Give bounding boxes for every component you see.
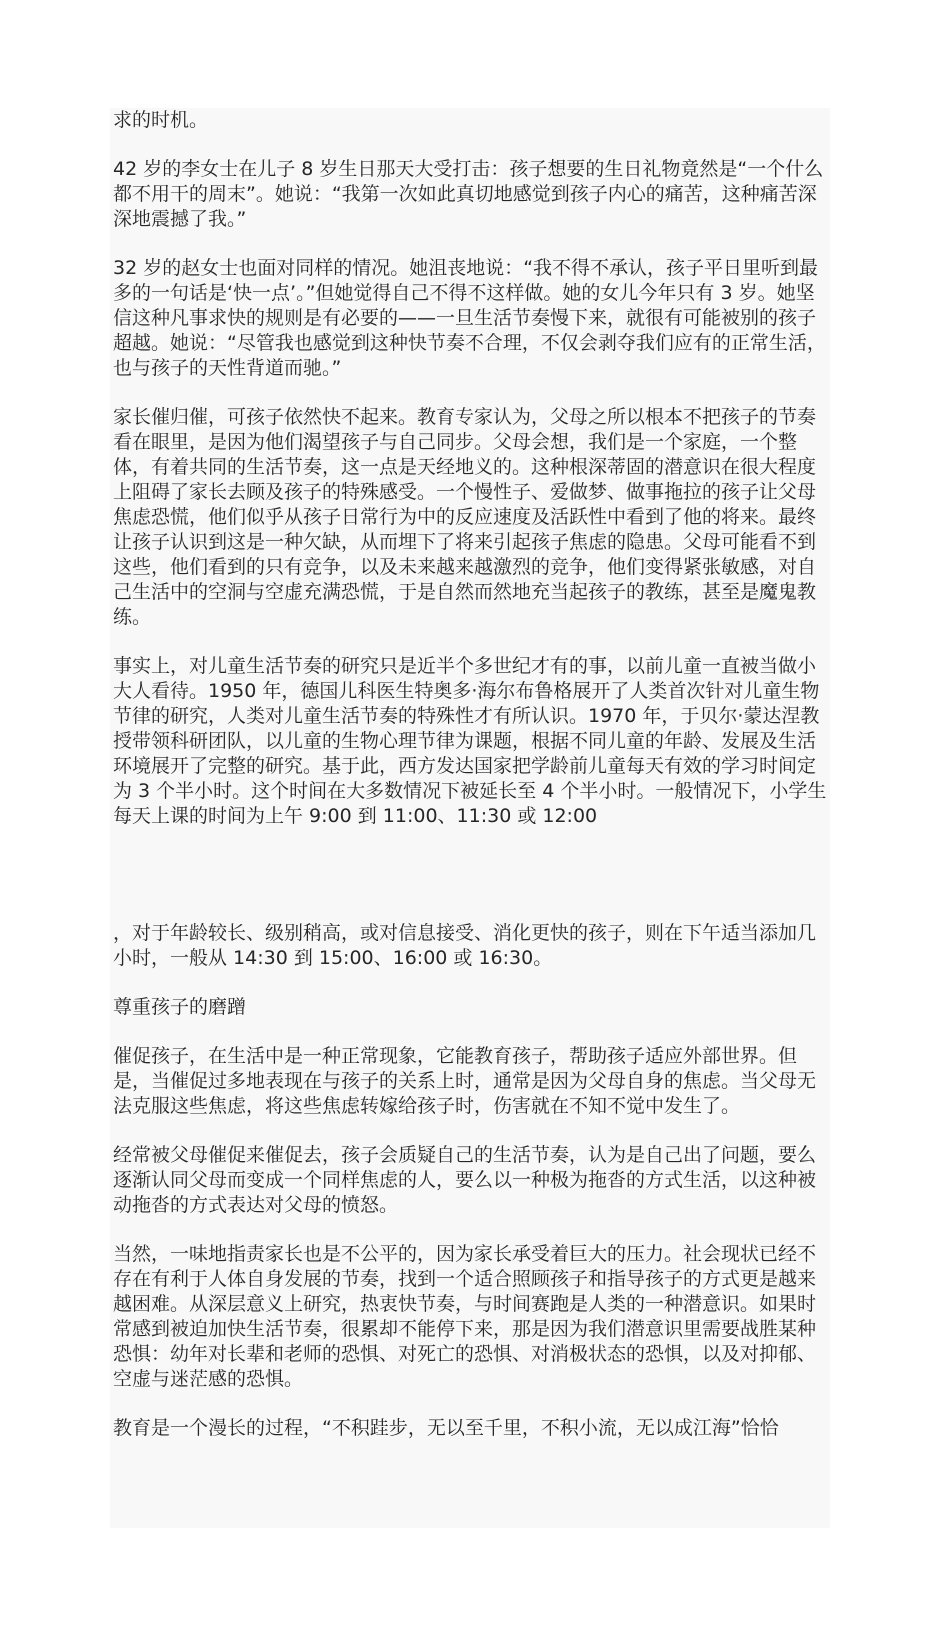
paragraph-child-doubts: 经常被父母催促来催促去，孩子会质疑自己的生活节奏，认为是自己出了问题，要么逐渐认同父母而变成一个同样焦虑的人，要么以一种极为拖沓的方式生活，以这种被动拖沓的方式表达对父母的愤怒。 xyxy=(113,1144,817,1216)
section-heading: 尊重孩子的磨蹭 xyxy=(113,996,247,1018)
paragraph-fragment-start: 求的时机。 xyxy=(113,109,209,131)
content-gap xyxy=(113,853,830,921)
paragraph-zhao-nvshi: 32 岁的赵女士也面对同样的情况。她沮丧地说：“我不得不承认，孩子平日里听到最多的一句话是‘快一点’。”但她觉得自己不得不这样做。她的女儿今年只有 3 岁。她坚信这种凡事求快的规则是有必要的——一旦生活节奏慢下来，就很有可能被别的孩子超越。她说：“尽管我也感觉到这种快节奏不合理，不仅会剥夺我们应有的正常生活，也与孩子的天性背道而驰。” xyxy=(113,257,826,379)
paragraph-education-long-process: 教育是一个漫长的过程，“不积跬步，无以至千里，不积小流，无以成江海”恰恰 xyxy=(113,1417,779,1439)
article-body xyxy=(110,108,830,1528)
paragraph-parents-rushing: 家长催归催，可孩子依然快不起来。教育专家认为，父母之所以根本不把孩子的节奏看在眼里，是因为他们渴望孩子与自己同步。父母会想，我们是一个家庭，一个整体，有着共同的生活节奏，这一点是天经地义的。这种根深蒂固的潜意识在很大程度上阻碍了家长去顾及孩子的特殊感受。一个慢性子、爱做梦、做事拖拉的孩子让父母焦虑恐慌，他们似乎从孩子日常行为中的反应速度及活跃性中看到了他的将来。最终让孩子认识到这是一种欠缺，从而埋下了将来引起孩子焦虑的隐患。父母可能看不到这些，他们看到的只有竞争，以及未来越来越激烈的竞争，他们变得紧张敏感，对自己生活中的空洞与空虚充满恐慌，于是自然而然地充当起孩子的教练，甚至是魔鬼教练。 xyxy=(113,406,817,628)
paragraph-rushing-normal: 催促孩子，在生活中是一种正常现象，它能教育孩子，帮助孩子适应外部世界。但是，当催促过多地表现在与孩子的关系上时，通常是因为父母自身的焦虑。当父母无法克服这些焦虑，将这些焦虑转嫁给孩子时，伤害就在不知不觉中发生了。 xyxy=(113,1045,817,1117)
paragraph-parents-pressure: 当然，一味地指责家长也是不公平的，因为家长承受着巨大的压力。社会现状已经不存在有利于人体自身发展的节奏，找到一个适合照顾孩子和指导孩子的方式更是越来越困难。从深层意义上研究，热衷快节奏，与时间赛跑是人类的一种潜意识。如果时常感到被迫加快生活节奏，很累却不能停下来，那是因为我们潜意识里需要战胜某种恐惧：幼年对长辈和老师的恐惧、对死亡的恐惧、对消极状态的恐惧，以及对抑郁、空虚与迷茫感的恐惧。 xyxy=(113,1243,817,1390)
paragraph-li-nvshi: 42 岁的李女士在儿子 8 岁生日那天大受打击：孩子想要的生日礼物竟然是“一个什么都不用干的周末”。她说：“我第一次如此真切地感觉到孩子内心的痛苦，这种痛苦深深地震撼了我。” xyxy=(113,158,824,230)
paragraph-afternoon-hours: ，对于年龄较长、级别稍高，或对信息接受、消化更快的孩子，则在下午适当添加几小时，一般从 14:30 到 15:00、16:00 或 16:30。 xyxy=(113,922,817,969)
paragraph-research-history: 事实上，对儿童生活节奏的研究只是近半个多世纪才有的事，以前儿童一直被当做小大人看待。1950 年，德国儿科医生特奥多·海尔布鲁格展开了人类首次针对儿童生物节律的研究，人类对儿童生活节奏的特殊性才有所认识。1970 年，于贝尔·蒙达涅教授带领科研团队，以儿童的生物心理节律为课题，根据不同儿童的年龄、发展及生活环境展开了完整的研究。基于此，西方发达国家把学龄前儿童每天有效的学习时间定为 3 个半小时。这个时间在大多数情况下被延长至 4 个半小时。一般情况下，小学生每天上课的时间为上午 9:00 到 11:00、11:30 或 12:00 xyxy=(113,655,827,827)
